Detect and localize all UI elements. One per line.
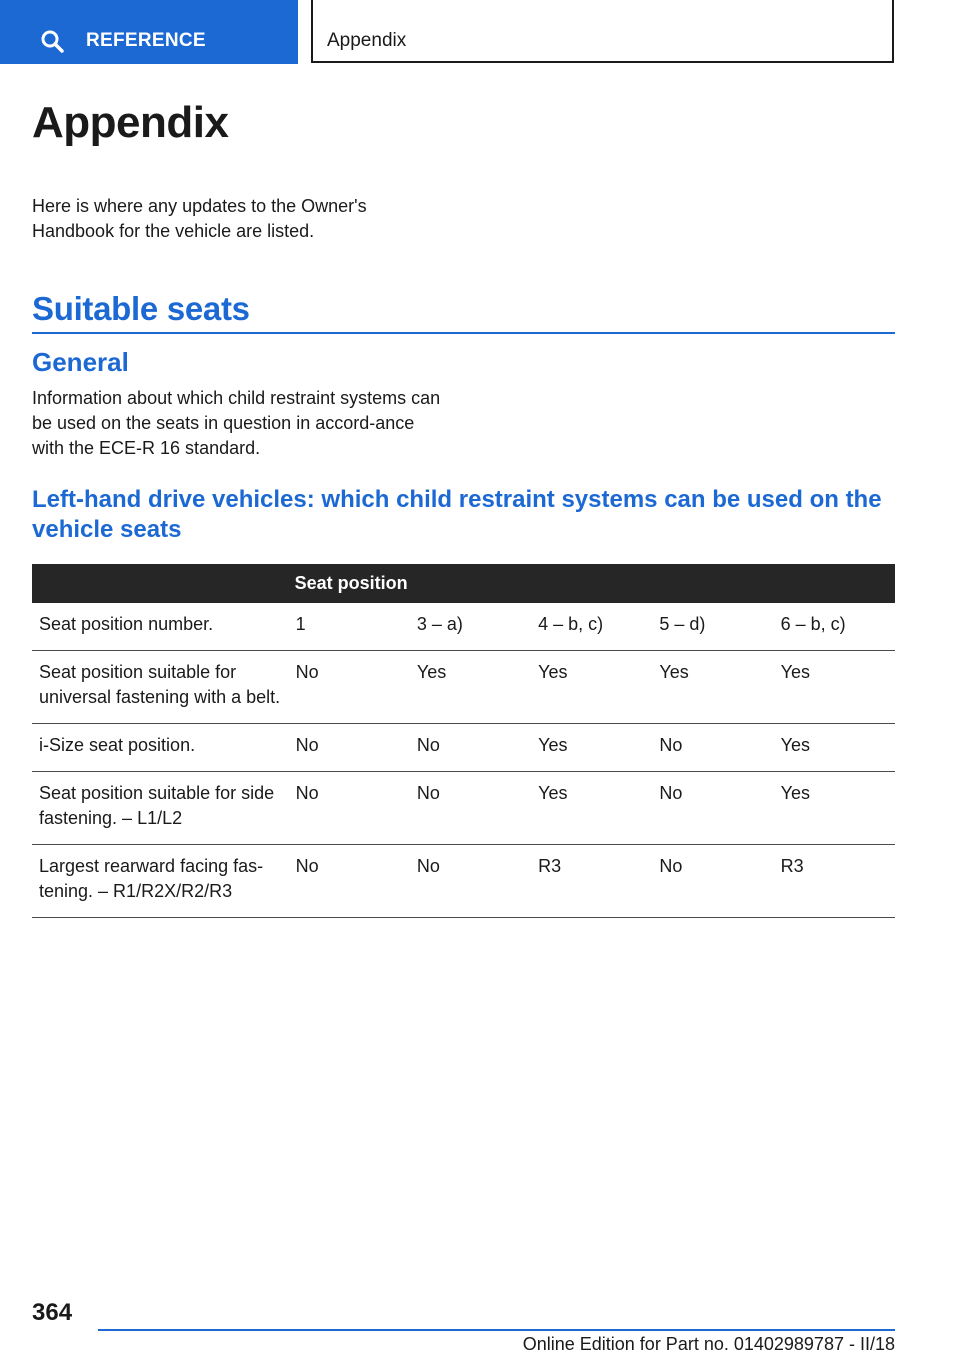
table-cell: No	[289, 772, 410, 845]
table-cell: R3	[774, 845, 895, 918]
intro-text: Here is where any updates to the Owner's Handbook for the vehicle are listed.	[32, 196, 367, 241]
table-cell: Yes	[531, 772, 652, 845]
table-cell: No	[289, 724, 410, 772]
footer-divider	[98, 1329, 895, 1331]
section-header-label: Appendix	[327, 30, 407, 51]
table-heading: Left-hand drive vehicles: which child restraint systems can be used on the vehicle seats	[32, 486, 882, 543]
table-header-empty	[32, 564, 289, 603]
table-row	[32, 772, 895, 845]
table-cell: No	[289, 651, 410, 724]
page-number: 364	[32, 1299, 73, 1326]
table-cell: Yes	[652, 651, 773, 724]
section-header	[311, 0, 894, 63]
table-row	[32, 845, 895, 918]
table-cell: 3 – a)	[410, 603, 531, 651]
table-header-row	[32, 564, 895, 603]
table-cell: i-Size seat position.	[32, 724, 289, 772]
table-cell: Yes	[774, 772, 895, 845]
table-cell: Yes	[774, 724, 895, 772]
table-row	[32, 724, 895, 772]
table-cell: Yes	[531, 724, 652, 772]
section-title: Suitable seats	[32, 290, 250, 327]
subsection-title: General	[32, 347, 129, 377]
reference-tab[interactable]	[0, 0, 298, 64]
table-cell: Largest rearward facing fas-tening. – R1/R2X/R2/R3	[32, 845, 289, 918]
table-cell: Yes	[531, 651, 652, 724]
table-cell: No	[410, 845, 531, 918]
table-cell: Yes	[774, 651, 895, 724]
table-cell: 6 – b, c)	[774, 603, 895, 651]
table-cell: Seat position number.	[32, 603, 289, 651]
table-header-seat-position: Seat position	[289, 564, 895, 603]
table-cell: Yes	[410, 651, 531, 724]
table-cell: 4 – b, c)	[531, 603, 652, 651]
edition-text: Online Edition for Part no. 01402989787 - II/18	[522, 1334, 895, 1354]
table-cell: R3	[531, 845, 652, 918]
seat-position-table	[32, 564, 895, 918]
search-icon	[40, 29, 64, 53]
table-row	[32, 603, 895, 651]
table-cell: No	[410, 724, 531, 772]
table-cell: No	[652, 724, 773, 772]
table-cell: No	[652, 845, 773, 918]
reference-tab-label: REFERENCE	[86, 30, 206, 51]
section-divider	[32, 332, 895, 334]
table-cell: Seat position suitable for universal fastening with a belt.	[32, 651, 289, 724]
table-cell: No	[410, 772, 531, 845]
page-title: Appendix	[32, 98, 229, 147]
table-cell: Seat position suitable for side fastening. – L1/L2	[32, 772, 289, 845]
table-cell: No	[289, 845, 410, 918]
subsection-text: Information about which child restraint systems can be used on the seats in question in accord-ance with the ECE-R 16 standard.	[32, 388, 441, 458]
table-cell: 1	[289, 603, 410, 651]
table-cell: 5 – d)	[652, 603, 773, 651]
table-row	[32, 651, 895, 724]
table-cell: No	[652, 772, 773, 845]
